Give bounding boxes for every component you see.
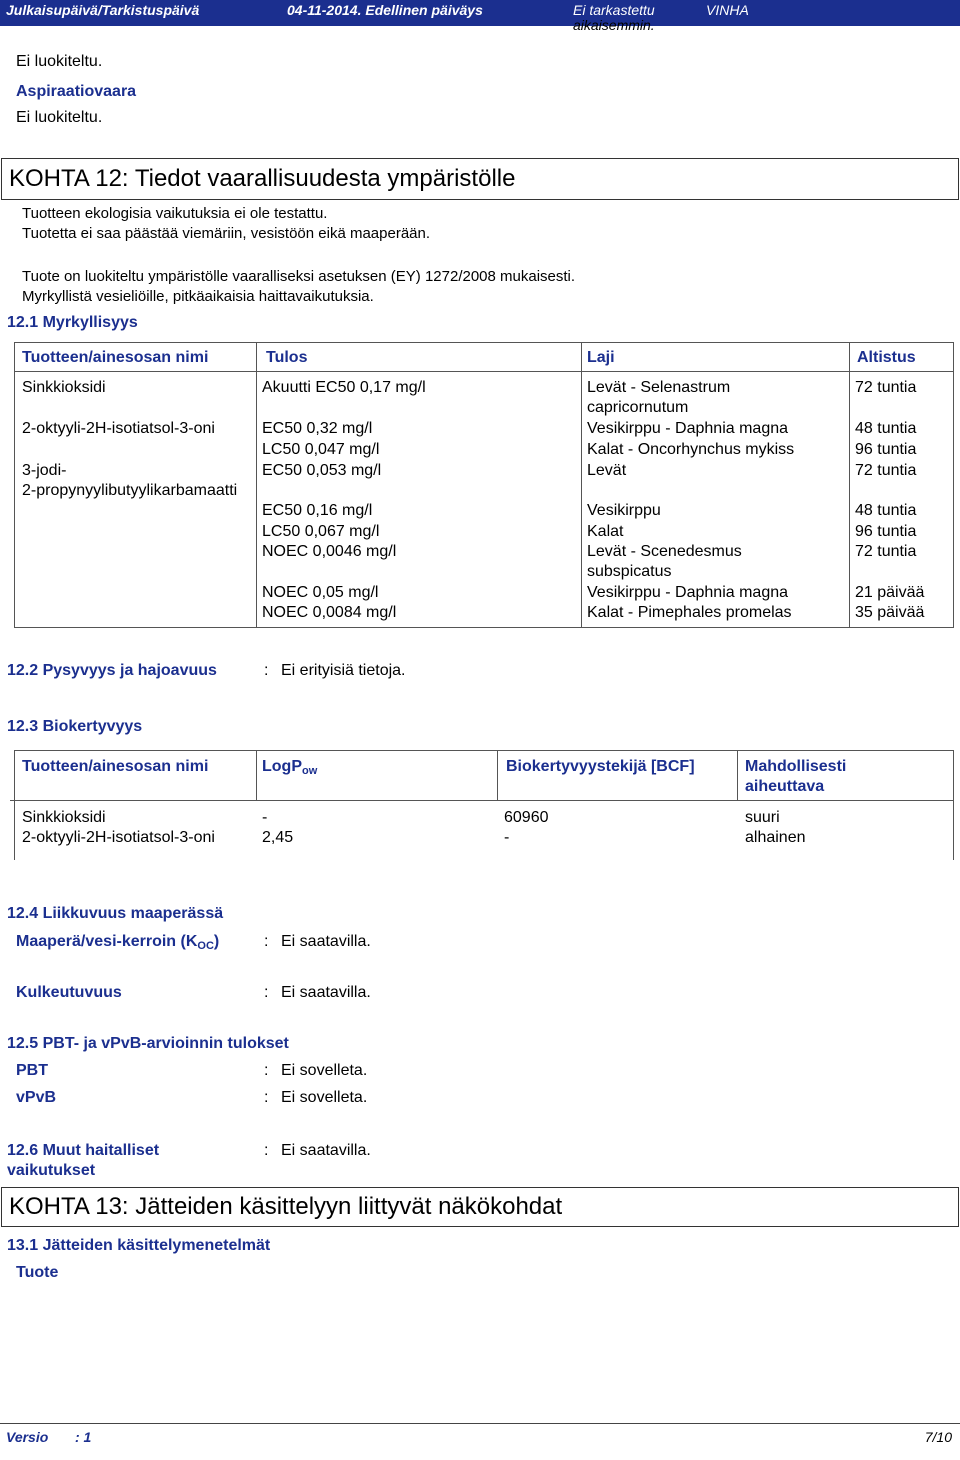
bioaccum-col-header: Tuotteen/ainesosan nimi	[22, 758, 209, 775]
toxicity-col-header: Tulos	[266, 349, 308, 366]
bioaccum-col-divider	[256, 750, 257, 800]
substance-name: 2-propynyylibutyylikarbamaatti	[22, 482, 238, 499]
bioaccum-col-header: Biokertyvyystekijä [BCF]	[506, 758, 695, 775]
toxicity-species: Kalat - Oncorhynchus mykiss	[587, 441, 795, 458]
toxicity-col-divider	[256, 342, 257, 628]
bioaccumulation-heading: 12.3 Biokertyvyys	[7, 718, 143, 735]
toxicity-result: EC50 0,053 mg/l	[262, 462, 382, 479]
version-value: : 1	[75, 1429, 92, 1445]
bioaccum-bcf: -	[504, 829, 510, 846]
bioaccum-bcf: 60960	[504, 809, 549, 826]
persistence-heading: 12.2 Pysyvyys ja hajoavuus	[7, 662, 217, 679]
toxicity-col-divider	[581, 342, 582, 628]
colon-separator: :	[264, 1142, 269, 1159]
bioaccum-col-header-logp	[262, 757, 317, 779]
persistence-value: Ei erityisiä tietoja.	[281, 662, 406, 679]
aspiration-hazard-label: Aspiraatiovaara	[16, 83, 137, 100]
eco-paragraph-1: Tuotteen ekologisia vaikutuksia ei ole testattu.	[22, 205, 328, 222]
colon-separator: :	[264, 1062, 269, 1079]
bioaccum-header-divider	[10, 800, 954, 801]
bioaccum-logp: 2,45	[262, 829, 294, 846]
toxicity-exposure: 72 tuntia	[855, 379, 917, 396]
status-label: VINHA	[706, 2, 749, 18]
eco-paragraph-3: Tuote on luokiteltu ympäristölle vaaralliseksi asetuksen (EY) 1272/2008 mukaisesti.	[22, 268, 576, 285]
other-effects-heading: 12.6 Muut haitalliset	[7, 1142, 160, 1159]
substance-name: 3-jodi-	[22, 462, 67, 479]
revision-date-label: Julkaisupäivä/Tarkistuspäivä	[6, 2, 200, 18]
koc-label-text: Maaperä/vesi-kerroin (K	[16, 933, 198, 950]
toxicity-species-cont: capricornutum	[587, 399, 689, 416]
vpvb-value: Ei sovelleta.	[281, 1089, 368, 1106]
section-12-title-text: KOHTA 12: Tiedot vaarallisuudesta ympäristölle	[9, 165, 516, 192]
pbt-label: PBT	[16, 1062, 48, 1079]
eco-paragraph-2: Tuotetta ei saa päästää viemäriin, vesistöön eikä maaperään.	[22, 225, 431, 242]
colon-separator: :	[264, 1089, 269, 1106]
toxicity-species: Kalat - Pimephales promelas	[587, 604, 792, 621]
bioaccum-substance: 2-oktyyli-2H-isotiatsol-3-oni	[22, 829, 215, 846]
footer-divider	[0, 1423, 960, 1424]
toxicity-exposure: 48 tuntia	[855, 502, 917, 519]
toxicity-result: NOEC 0,05 mg/l	[262, 584, 379, 601]
koc-subscript: OC	[197, 940, 214, 952]
bioaccum-col-header: Mahdollisesti	[745, 758, 847, 775]
toxicity-result: NOEC 0,0084 mg/l	[262, 604, 397, 621]
koc-value: Ei saatavilla.	[281, 933, 371, 950]
pbt-heading: 12.5 PBT- ja vPvB-arvioinnin tulokset	[7, 1035, 289, 1052]
toxicity-exposure: 72 tuntia	[855, 543, 917, 560]
toxicity-result: NOEC 0,0046 mg/l	[262, 543, 397, 560]
toxicity-result: Akuutti EC50 0,17 mg/l	[262, 379, 426, 396]
toxicity-header-divider	[14, 371, 954, 372]
bioaccum-potential: alhainen	[745, 829, 806, 846]
toxicity-heading: 12.1 Myrkyllisyys	[7, 314, 138, 331]
toxicity-col-header: Laji	[587, 349, 615, 366]
section-12-title	[1, 158, 959, 200]
mobility-label: Kulkeutuvuus	[16, 984, 122, 1001]
eco-paragraph-4: Myrkyllistä vesieliöille, pitkäaikaisia haittavaikutuksia.	[22, 288, 374, 305]
page-number: 7/10	[924, 1429, 952, 1445]
version-label: Versio	[6, 1429, 49, 1445]
colon-separator: :	[264, 933, 269, 950]
toxicity-species: Levät - Selenastrum	[587, 379, 731, 396]
colon-separator: :	[264, 984, 269, 1001]
substance-name: Sinkkioksidi	[22, 379, 106, 396]
koc-label	[16, 932, 219, 954]
classification-text: Ei luokiteltu.	[16, 53, 103, 70]
checked-status-line2: aikaisemmin.	[573, 17, 655, 33]
toxicity-col-divider	[849, 342, 850, 628]
toxicity-exposure: 35 päivää	[855, 604, 925, 621]
bioaccum-col-divider	[737, 750, 738, 800]
bioaccum-col-divider	[497, 750, 498, 800]
pbt-value: Ei sovelleta.	[281, 1062, 368, 1079]
bioaccum-col-header-cont: aiheuttava	[745, 778, 825, 795]
toxicity-exposure: 48 tuntia	[855, 420, 917, 437]
logp-label: LogP	[262, 758, 302, 775]
section-13-title	[1, 1187, 959, 1227]
toxicity-col-header: Tuotteen/ainesosan nimi	[22, 349, 209, 366]
toxicity-result: EC50 0,16 mg/l	[262, 502, 373, 519]
toxicity-species: Vesikirppu	[587, 502, 661, 519]
mobility-value: Ei saatavilla.	[281, 984, 371, 1001]
bioaccum-substance: Sinkkioksidi	[22, 809, 106, 826]
other-effects-value: Ei saatavilla.	[281, 1142, 371, 1159]
toxicity-exposure: 72 tuntia	[855, 462, 917, 479]
toxicity-col-header: Altistus	[857, 349, 916, 366]
product-label: Tuote	[16, 1264, 59, 1281]
substance-name: 2-oktyyli-2H-isotiatsol-3-oni	[22, 420, 215, 437]
other-effects-heading-cont: vaikutukset	[7, 1162, 96, 1179]
bioaccum-potential: suuri	[745, 809, 780, 826]
section-13-title-text: KOHTA 13: Jätteiden käsittelyyn liittyvät näkökohdat	[9, 1193, 563, 1220]
toxicity-species: Kalat	[587, 523, 624, 540]
toxicity-exposure: 21 päivää	[855, 584, 925, 601]
toxicity-species: Levät	[587, 462, 627, 479]
toxicity-species: Levät - Scenedesmus	[587, 543, 742, 560]
colon-separator: :	[264, 662, 269, 679]
toxicity-species-cont: subspicatus	[587, 563, 672, 580]
koc-label-end: )	[213, 933, 220, 950]
toxicity-result: EC50 0,32 mg/l	[262, 420, 373, 437]
aspiration-classification: Ei luokiteltu.	[16, 109, 103, 126]
toxicity-exposure: 96 tuntia	[855, 523, 917, 540]
bioaccum-logp: -	[262, 809, 268, 826]
toxicity-result: LC50 0,047 mg/l	[262, 441, 380, 458]
mobility-heading: 12.4 Liikkuvuus maaperässä	[7, 905, 224, 922]
toxicity-result: LC50 0,067 mg/l	[262, 523, 380, 540]
revision-date-value: 04-11-2014. Edellinen päiväys	[287, 2, 483, 18]
toxicity-species: Vesikirppu - Daphnia magna	[587, 420, 789, 437]
vpvb-label: vPvB	[16, 1089, 57, 1106]
checked-status: Ei tarkastettu	[573, 2, 655, 18]
waste-methods-heading: 13.1 Jätteiden käsittelymenetelmät	[7, 1237, 271, 1254]
toxicity-exposure: 96 tuntia	[855, 441, 917, 458]
logp-subscript: ow	[302, 765, 318, 777]
toxicity-species: Vesikirppu - Daphnia magna	[587, 584, 789, 601]
document-header	[0, 0, 960, 26]
